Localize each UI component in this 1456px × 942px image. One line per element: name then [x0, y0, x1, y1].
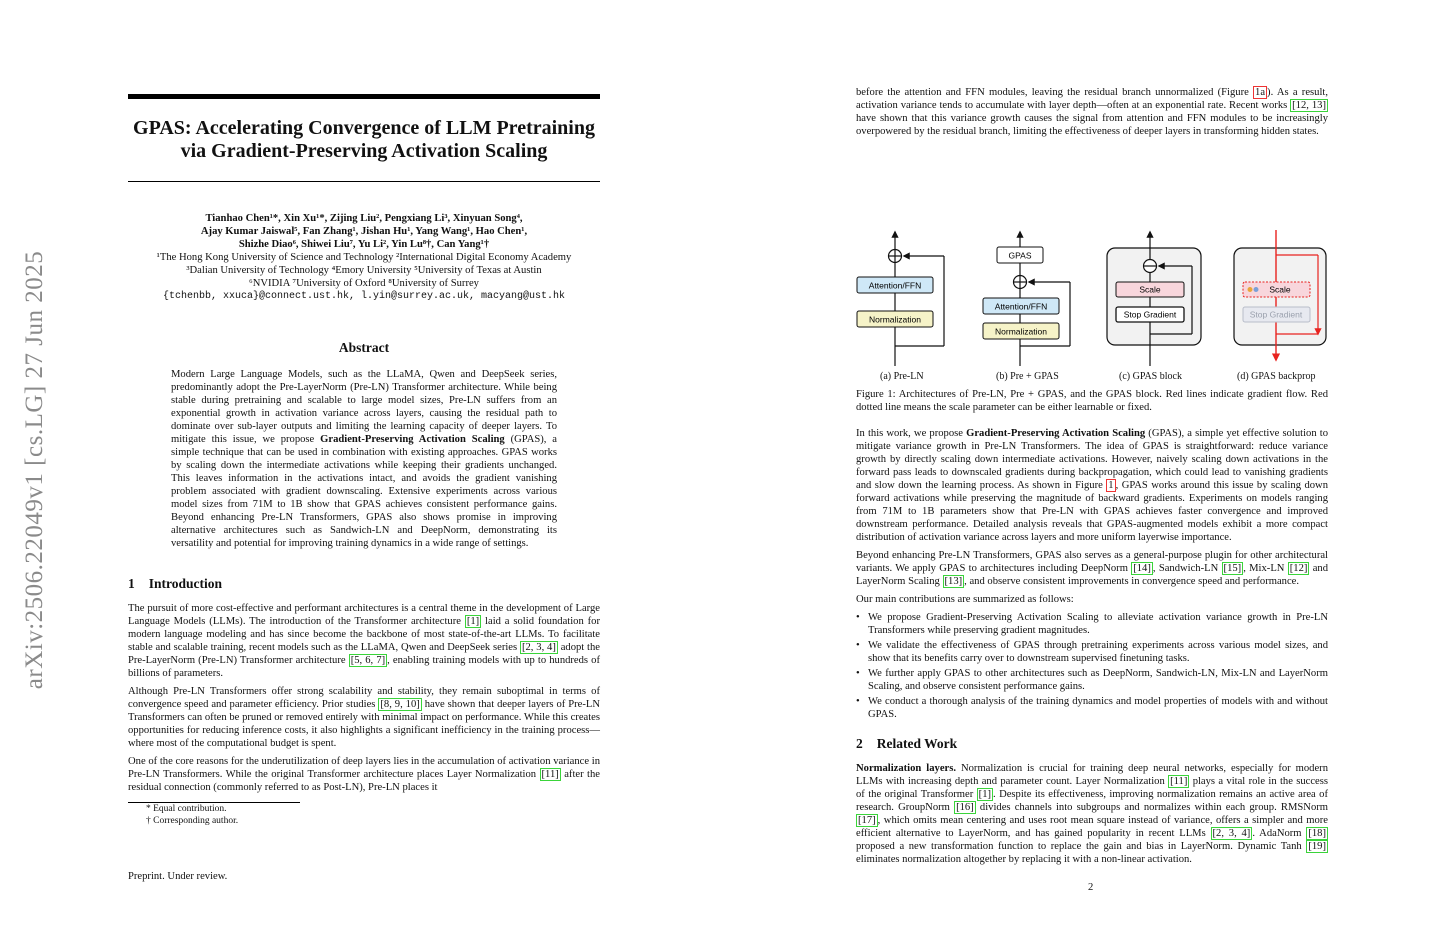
- intro-paragraph-3: One of the core reasons for the underutilization of deep layers lies in the accumulation of activation variance in Pre-LN Transformers. While the original Transformer architecture places Layer Normalization [11] after the residual connection (commonly referred to as Post-LN), Pre-LN places it: [128, 756, 600, 793]
- left-column: [128, 94, 600, 827]
- paper-title: GPAS: Accelerating Convergence of LLM Pretraining via Gradient-Preserving Activation Scaling: [133, 117, 595, 162]
- subfigure-label-a: (a) Pre-LN: [880, 371, 924, 382]
- subfigure-labels: [856, 370, 1328, 384]
- citation-link[interactable]: [19]: [1308, 841, 1326, 852]
- citation-link[interactable]: [15]: [1223, 563, 1242, 574]
- author-list: Tianhao Chen¹*, Xin Xu¹*, Zijing Liu², Pengxiang Li³, Xinyuan Song⁴, Ajay Kumar Jaiswal⁵, Fan Zhang¹, Jishan Hu¹, Yang Wang¹, Hao Chen¹, Shizhe Diao⁶, Shiwei Liu⁷, Yu Li², Yin Lu⁸†, Can Yang¹†: [200, 213, 528, 250]
- svg-text:Attention/FFN: Attention/FFN: [994, 301, 1048, 312]
- citation-link[interactable]: [18]: [1308, 828, 1326, 839]
- preprint-note: Preprint. Under review.: [128, 871, 228, 882]
- citation-link[interactable]: [16]: [956, 802, 974, 813]
- plugin-paragraph: Beyond enhancing Pre-LN Transformers, GPAS also serves as a general-purpose plugin for other architectural variants. We apply GPAS to architectures including DeepNorm [14] , Sandwich-LN [15] , Mix-LN [12] and LayerNorm Scaling [13] , and observe consistent improvements in convergence speed and performance.: [856, 550, 1328, 587]
- author-emails: {tchenbb, xxuca}@connect.ust.hk, l.yin@surrey.ac.uk, macyang@ust.hk: [162, 291, 566, 302]
- svg-text:Scale: Scale: [1269, 284, 1291, 295]
- flame-icon: [1248, 287, 1253, 292]
- abstract-text: Modern Large Language Models, such as the LLaMA, Qwen and DeepSeek series, predominantly adopt the Pre-LayerNorm (Pre-LN) Transformer architecture. While being stable during pretraining and scalable to large model sizes, Pre-LN suffers from an exponential growth in activation variance across layers, causing the residual path to dominate over sub-layer outputs and limiting the learning capacity of deeper layers. To mitigate this issue, we propose Gradient-Preserving Activation Scaling (GPAS), a simple technique that can be used in combination with existing approaches. GPAS works by scaling down the intermediate activations while keeping their gradients unchanged. This leaves information in the activations intact, and avoids the gradient vanishing problem associated with gradient downscaling. Extensive experiments across various model sizes from 71M to 1B show that GPAS achieves consistent performance gains. Beyond enhancing Pre-LN Transformers, GPAS also shows promise in improving alternative architectures such as Sandwich-LN and DeepNorm, demonstrating its versatility and potential for improving training dynamics in a wide range of settings.: [171, 369, 557, 549]
- normalization-label: Normalization: [869, 314, 921, 325]
- section-heading-introduction: 1 Introduction: [128, 576, 223, 591]
- contributions-list: [856, 611, 1328, 721]
- work-paragraph: In this work, we propose Gradient-Preserving Activation Scaling (GPAS), a simple yet effective solution to mitigate variance growth in Pre-LN Transformers. The idea of GPAS is straightforward: reduce variance growth by directly scaling down intermediate activations. However, naively scaling down activations in the forward pass leads to downscaled gradients during backpropagation, which could lead to vanishing gradients and slow down the learning process. As shown in Figure 1 , GPAS works around this issue by scaling down forward activations while preserving the magnitude of backward gradients. Experiments on models ranging from 71M to 1B parameters show that Pre-LN with GPAS achieves faster convergence and improved downstream performance. Detailed analysis reveals that GPAS-augmented models exhibit a more compact distribution of activation variance across layers and more uniform layerwise importance.: [856, 428, 1329, 543]
- intro-paragraph-2: Although Pre-LN Transformers offer strong scalability and stability, they remain suboptimal in terms of convergence speed and parameter efficiency. Prior studies [8, 9, 10] have shown that deeper layers of Pre-LN Transformers can often be pruned or removed entirely with minimal impact on performance. While this creates opportunities for reducing inference costs, it also highlights a significant inefficiency in the training process—where most of the computational budget is spent.: [128, 686, 601, 749]
- title-bottom-rule: [128, 181, 600, 182]
- intro-paragraph-1: The pursuit of more cost-effective and performant architectures is a central theme in the development of Large Language Models (LLMs). The introduction of the Transformer architecture [1] laid a solid foundation for modern language modeling and has since become the backbone of most state-of-the-art LLMs. To facilitate stable and scalable training, recent models such as the LLaMA, Qwen and DeepSeek series [2, 3, 4] adopt the Pre-LayerNorm (Pre-LN) Transformer architecture [5, 6, 7] , enabling training models with up to hundreds of billions of parameters.: [128, 603, 601, 679]
- subfigure-label-c: (c) GPAS block: [1119, 371, 1182, 382]
- footnote-corresponding-author: † Corresponding author.: [146, 816, 239, 826]
- citation-link[interactable]: [14]: [1133, 563, 1151, 574]
- affiliations: ¹The Hong Kong University of Science and Technology ²International Digital Economy Academy ³Dalian University of Technology ⁴Emory University ⁵University of Texas at Austin ⁶NVIDIA ⁷University of Oxford ⁸University of Surrey: [156, 252, 572, 289]
- citation-link[interactable]: [5, 6, 7]: [350, 655, 386, 666]
- page-number: 2: [1088, 882, 1094, 893]
- figure-1-architectures: [856, 148, 1328, 382]
- citation-link[interactable]: [1]: [466, 616, 480, 627]
- citation-link[interactable]: [2, 3, 4]: [521, 642, 556, 653]
- diagram-pre-ln: [857, 232, 944, 366]
- figure-1-caption: Figure 1: Architectures of Pre-LN, Pre + GPAS, and the GPAS block. Red lines indicate gradient flow. Red dotted line means the scale parameter can be either learnable or fixed.: [856, 389, 1328, 413]
- diagram-pre-gpas: [983, 232, 1070, 366]
- section-heading-related-work: 2 Related Work: [856, 736, 958, 751]
- diagram-gpas-block: [1107, 232, 1201, 366]
- abstract-heading: Abstract: [338, 340, 390, 355]
- scale-label: Scale: [1139, 284, 1161, 295]
- citation-link[interactable]: [1]: [978, 789, 992, 800]
- footnote-equal-contribution: * Equal contribution.: [146, 804, 227, 814]
- snowflake-icon: [1254, 287, 1259, 292]
- stop-gradient-label: Stop Gradient: [1123, 309, 1177, 320]
- citation-link[interactable]: [17]: [858, 815, 876, 826]
- related-work-paragraph: Normalization layers. Normalization is crucial for training deep neural networks, especially for modern LLMs with increasing depth and parameter count. Layer Normalization [11] plays a vital role in the success of the original Transformer [1] . Despite its effectiveness, improving normalization remains an active area of research. GroupNorm [16] divides channels into subgroups and normalizes within each group. RMSNorm [17] , which omits mean centering and uses root mean square instead of variance, offers a simpler and more efficient alternative to LayerNorm, and has gained popularity in recent LLMs [2, 3, 4] . AdaNorm [18] proposed a new transformation function to replace the gain and bias in LayerNorm. Dynamic Tanh [19] eliminates normalization altogether by replacing it with a non-linear activation.: [856, 763, 1329, 865]
- gpas-label: GPAS: [1008, 250, 1032, 261]
- figure-reference-link[interactable]: 1: [1108, 480, 1114, 491]
- citation-link[interactable]: [11]: [1170, 776, 1188, 787]
- citation-link[interactable]: [2, 3, 4]: [1212, 828, 1251, 839]
- title-top-rule: [128, 94, 600, 99]
- contributions-intro: Our main contributions are summarized as follows:: [856, 594, 1074, 605]
- list-item: • We further apply GPAS to other architectures such as DeepNorm, Sandwich-LN, Mix-LN and LayerNorm Scaling, and observe consistent performance gains.: [868, 667, 1328, 693]
- subfigure-label-b: (b) Pre + GPAS: [996, 371, 1059, 382]
- list-item: • We conduct a thorough analysis of the training dynamics and model properties of models with and without GPAS.: [868, 695, 1328, 721]
- intro-paragraph-continued: before the attention and FFN modules, leaving the residual branch unnormalized (Figure 1a ). As a result, activation variance tends to accumulate with layer depth—often at an exponential rate. Recent works [12, 13] have shown that this variance growth causes the signal from attention and FFN modules to be increasingly overpowered by the residual branch, limiting the effectiveness of deeper layers in transforming hidden states.: [856, 87, 1328, 137]
- list-item: • We validate the effectiveness of GPAS through pretraining experiments across various model sizes, and show that its benefits carry over to downstream supervised finetuning tasks.: [868, 639, 1328, 665]
- citation-link[interactable]: [12, 13]: [1292, 100, 1326, 111]
- svg-text:Stop Gradient: Stop Gradient: [1249, 309, 1303, 320]
- figure-reference-link[interactable]: 1a: [1255, 87, 1266, 98]
- right-column: [856, 86, 1328, 871]
- citation-link[interactable]: [12]: [1289, 563, 1308, 574]
- attention-ffn-label: Attention/FFN: [868, 280, 922, 291]
- citation-link[interactable]: [13]: [944, 576, 963, 587]
- subfigure-label-d: (d) GPAS backprop: [1237, 371, 1316, 382]
- citation-link[interactable]: [11]: [541, 769, 559, 780]
- citation-link[interactable]: [8, 9, 10]: [380, 699, 420, 710]
- figure-1-diagram: [856, 148, 1328, 366]
- svg-text:Normalization: Normalization: [995, 326, 1047, 337]
- list-item: • We propose Gradient-Preserving Activation Scaling to alleviate activation variance growth in Pre-LN Transformers while preserving gradient magnitudes.: [868, 611, 1328, 637]
- diagram-gpas-backprop: [1234, 230, 1326, 360]
- arxiv-sidebar-stamp: arXiv:2506.22049v1 [cs.LG] 27 Jun 2025: [21, 250, 48, 690]
